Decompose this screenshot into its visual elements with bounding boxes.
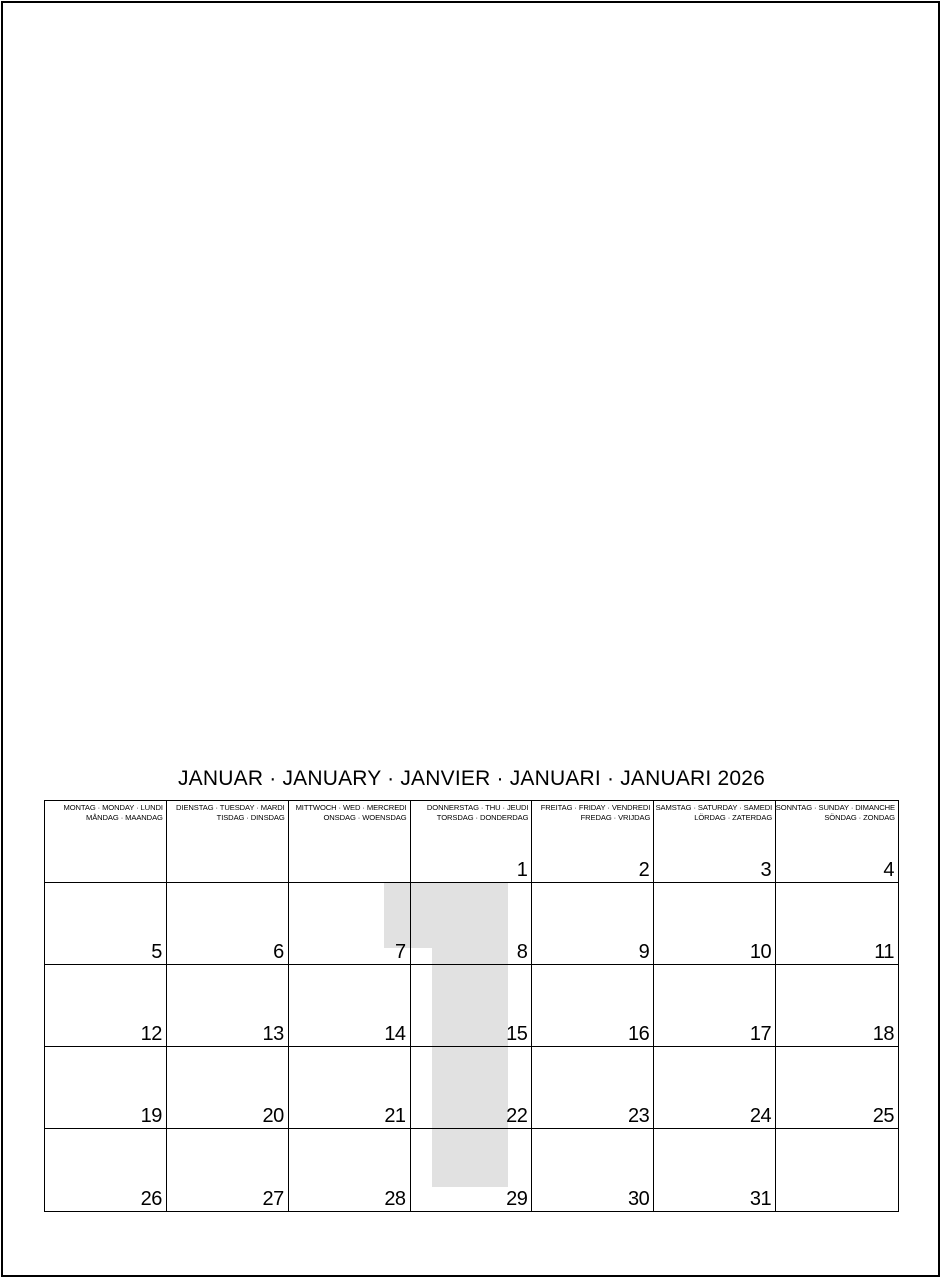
day-number: 27 xyxy=(262,1188,284,1210)
weekday-header-monday xyxy=(63,803,162,823)
day-number: 3 xyxy=(760,859,772,881)
weekday-header-line: TORSDAG · DONDERDAG xyxy=(436,813,529,822)
day-number: 15 xyxy=(506,1023,528,1045)
calendar-grid xyxy=(44,800,899,1212)
day-number: 31 xyxy=(749,1188,772,1210)
day-cell xyxy=(776,801,898,883)
weekday-header-line: ONSDAG · WOENSDAG xyxy=(323,813,407,822)
day-number: 8 xyxy=(516,941,528,963)
weekday-header-line: FREDAG · VRIJDAG xyxy=(580,813,651,822)
day-cell xyxy=(289,1047,411,1129)
weekday-header-line: SAMSTAG · SATURDAY · SAMEDI xyxy=(655,803,773,812)
day-cell xyxy=(411,1129,533,1211)
day-cell xyxy=(654,801,776,883)
weekday-header-friday xyxy=(541,803,651,823)
day-cell xyxy=(654,883,776,965)
weekday-header-sunday xyxy=(776,803,895,823)
day-cell xyxy=(45,801,167,883)
day-number: 14 xyxy=(384,1023,406,1045)
day-cell xyxy=(776,1047,898,1129)
day-cell xyxy=(776,883,898,965)
day-number: 4 xyxy=(883,859,894,881)
day-cell xyxy=(45,1047,167,1129)
day-number: 1 xyxy=(516,859,528,881)
day-cell xyxy=(45,965,167,1047)
day-cell xyxy=(532,965,654,1047)
day-cell xyxy=(289,801,411,883)
day-cell xyxy=(167,965,289,1047)
day-number: 23 xyxy=(628,1105,650,1127)
weekday-header-line: MITTWOCH · WED · MERCREDI xyxy=(295,803,407,812)
day-number: 29 xyxy=(506,1188,528,1210)
day-cell xyxy=(776,1129,898,1211)
day-cell xyxy=(411,801,533,883)
day-number: 16 xyxy=(628,1023,650,1045)
day-number: 24 xyxy=(749,1105,772,1127)
month-title: JANUAR · JANUARY · JANVIER · JANUARI · JANUARI 2026 xyxy=(177,767,766,790)
day-number: 21 xyxy=(384,1105,406,1127)
day-number: 20 xyxy=(262,1105,284,1127)
weekday-header-saturday xyxy=(656,803,773,823)
day-number: 18 xyxy=(872,1023,894,1045)
weekday-header-line: TISDAG · DINSDAG xyxy=(216,813,285,822)
day-cell xyxy=(45,1129,167,1211)
day-number: 9 xyxy=(638,941,650,963)
day-number: 25 xyxy=(872,1105,894,1127)
day-cell xyxy=(654,965,776,1047)
day-cell xyxy=(532,801,654,883)
day-cell xyxy=(654,1047,776,1129)
day-cell xyxy=(654,1129,776,1211)
weekday-header-line: SÖNDAG · ZONDAG xyxy=(824,813,895,822)
day-cell xyxy=(167,883,289,965)
weekday-header-thursday xyxy=(427,803,529,823)
day-cell xyxy=(167,1047,289,1129)
weekday-header-line: DONNERSTAG · THU · JEUDI xyxy=(426,803,529,812)
day-number: 13 xyxy=(262,1023,284,1045)
day-number: 10 xyxy=(749,941,772,963)
day-number: 12 xyxy=(140,1023,162,1045)
day-number: 17 xyxy=(749,1023,772,1045)
day-cell xyxy=(411,883,533,965)
weekday-header-tuesday xyxy=(176,803,285,823)
weekday-header-line: FREITAG · FRIDAY · VENDREDI xyxy=(540,803,651,812)
day-cell xyxy=(411,1047,533,1129)
day-cell xyxy=(289,883,411,965)
weekday-header-line: MÅNDAG · MAANDAG xyxy=(85,813,163,822)
day-number: 26 xyxy=(140,1188,162,1210)
day-cell xyxy=(776,965,898,1047)
day-number: 11 xyxy=(874,941,894,963)
day-cell xyxy=(532,883,654,965)
day-cell xyxy=(411,965,533,1047)
day-cell xyxy=(532,1129,654,1211)
weekday-header-line: LÖRDAG · ZATERDAG xyxy=(694,813,773,822)
day-number: 19 xyxy=(140,1105,162,1127)
day-number: 2 xyxy=(638,859,650,881)
day-number: 28 xyxy=(384,1188,406,1210)
day-number: 7 xyxy=(394,941,406,963)
day-number: 6 xyxy=(273,941,284,963)
day-cell xyxy=(289,965,411,1047)
day-cell xyxy=(45,883,167,965)
day-cell xyxy=(167,801,289,883)
day-cell xyxy=(167,1129,289,1211)
day-number: 5 xyxy=(151,941,162,963)
day-cell xyxy=(289,1129,411,1211)
weekday-header-line: SONNTAG · SUNDAY · DIMANCHE xyxy=(775,803,895,812)
weekday-header-line: DIENSTAG · TUESDAY · MARDI xyxy=(176,803,285,812)
day-cell xyxy=(532,1047,654,1129)
day-number: 30 xyxy=(628,1188,650,1210)
day-number: 22 xyxy=(506,1105,528,1127)
weekday-header-line: MONTAG · MONDAY · LUNDI xyxy=(63,803,163,812)
weekday-header-wednesday xyxy=(296,803,407,823)
